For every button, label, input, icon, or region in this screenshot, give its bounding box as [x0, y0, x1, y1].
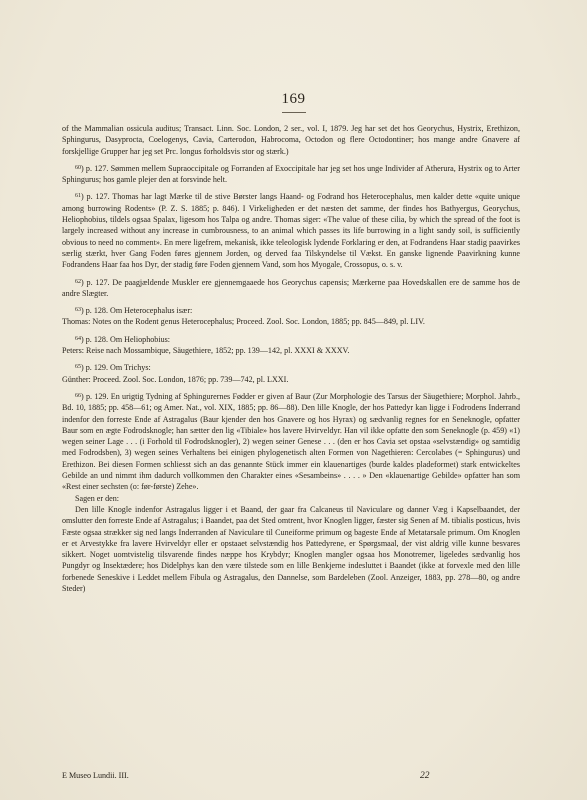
note-number: 63	[75, 307, 81, 314]
notes-body	[62, 123, 520, 594]
note-64: $^{64}$) p. 128. Om Heliophobius:	[75, 334, 171, 344]
page-number: 169	[281, 91, 306, 107]
note-number: 65	[75, 364, 81, 371]
header-rule	[282, 112, 306, 113]
note-66-lead: Sagen er den:	[75, 493, 120, 503]
note-60: $^{60}$) p. 127. Sømmen mellem Supraoccipitale og Forranden af Exoccipitale har jeg set hos unge Individer af Atherura, Hystrix og to Arter Sphingurus; hos gamle plejer den at forsvinde helt.	[62, 163, 520, 185]
note-number: 60	[75, 164, 81, 171]
signature-mark: E Museo Lundii. III.	[62, 771, 129, 780]
note-63: $^{63}$) p. 128. Om Heterocephalus især:	[75, 306, 193, 316]
note-number: 61	[75, 193, 81, 200]
note-65-reference: Günther: Proceed. Zool. Soc. London, 1876; pp. 739—742, pl. LXXI.	[62, 374, 289, 384]
note-62: $^{62}$) p. 127. De paagjældende Muskler ere gjennemgaaede hos Georychus capensis; Mærkerne paa Hovedskallen ere de samme hos de andre Slægter.	[62, 277, 520, 298]
note-65: $^{65}$) p. 129. Om Trichys:	[75, 363, 151, 373]
note-63-reference: Thomas: Notes on the Rodent genus Heterocephalus; Proceed. Zool. Soc. London, 1885; pp. 845—849, pl. LIV.	[62, 317, 425, 327]
note-number: 62	[75, 278, 81, 285]
note-number: 66	[75, 392, 81, 399]
note-continuation: of the Mammalian ossicula auditus; Transact. Linn. Soc. London, 2 ser., vol. I, 1879. Jeg har set det hos Georychus, Hystrix, Erethizon, Sphingurus, Dasyprocta, Coelogenys, Cavia, Carterodon, Habrocoma, Octodon og flere Octodontiner; hos mange andre Gnavere af forskjellige Grupper har jeg set Prc. longus forholdsvis stor og stærk.)	[62, 124, 520, 156]
note-number: 64	[75, 335, 81, 342]
note-61: $^{61}$) p. 127. Thomas har lagt Mærke til de stive Børster langs Haand- og Fodrand hos Heterocephalus, men kalder dette «quite unique among burrowing Rodents» (P. Z. S. 1885; p. 846). I Virkeligheden er det næsten det samme, der findes hos Bathyergus, Georychus, Heliophobius, tildels ogsaa Spalax, ligesom hos Talpa og andre. Thomas siger: «The value of these cilia, by which the spread of the foot is largely increased without any increase in cumbrousness, to an animal which passes its life burrowing in a light sandy soil, is sufficiently obvious to need no comment». En mere ligefrem, mekanisk, ikke teleologisk lydende Forklaring er den, at Fodrandens Haar stadig paavirkes særlig stærkt, hver Gang Foden føres gjennem Jorden, og derved faa Tilskyndelse til Vækst. En ganske lignende Paavirkning kunne Fodrandens Haar faa hos Dyr, der stadig føre Foden gjennem Vand, som hos Myogale, Crossopus, o. s. v.	[62, 192, 520, 270]
sheet-number: 22	[420, 771, 430, 781]
note-66: $^{66}$) p. 129. En urigtig Tydning af Sphingurernes Fødder er given af Baur (Zur Morphologie des Tarsus der Säugethiere; Morphol. Jahrb., Bd. 10, 1885; pp. 458—61; og Amer. Nat., vol. XIX, 1885; pp. 86—88). Den lille Knogle, der hos Pattedyr kan ligge i Fodrodens Inderrand indenfor den forreste Ende af Astragalus (Baur kjender den hos Gnavere og hos Hyrax) og sædvanlig regnes for en Seneknogle, opfatter Baur som en ægte Fodrodsknogle; han sætter den lig «Tibiale» hos lavere Hvirveldyr. Han vil ikke opfatte den som Seneknogle (p. 459) «1) wegen seiner Lage . . . (i Forhold til Fodrodsknogler), 2) wegen seiner Genese . . . (den er hos Cavia set opstaa «selvstændig» og samtidig med Fodrodsben), 3) wegen seines Verhaltens bei einigen phylogenetisch alten Formen von Nagethieren: Cercolabes (= Sphingurus) und Erethizon. Bei diesen Formen schliesst sich an das genannte Stück immer ein klauenartiges (burde kaldes pladeformet) stark entwickeltes Gebilde an und nimmt ihm dadurch vollkommen den Charakter eines «Sesambeins» . . . . » Den «klauenartige Gebilde» opfatter han som «Rest einer sechsten (o: før-første) Zehe».	[62, 391, 520, 492]
note-64-reference: Peters: Reise nach Mossambique, Säugethiere, 1852; pp. 139—142, pl. XXXI & XXXV.	[62, 346, 350, 356]
note-66-continuation: Den lille Knogle indenfor Astragalus ligger i et Baand, der gaar fra Calcaneus til Naviculare og danner Væg i Kapselbaandet, der omslutter den forreste Ende af Astragalus; i Baandet, paa det Sted omtrent, hvor Knoglen ligger, fæster sig Senen af M. tibialis posticus, hvis Fæste ogsaa strækker sig ned langs Inderranden af Naviculare til Cuneiforme primum og bageste Ende af Metatarsale primum. Om Knoglen er et Arvestykke fra lavere Hvirveldyr eller er opstaaet selvstændig hos Pattedyrene, er Spørgsmaal, der vist aldrig ville kunne besvares sikkert. Noget uomtvistelig tilsvarende findes næppe hos Krybdyr; Knoglen mangler ogsaa hos Monotremer, ligeledes sædvanlig hos Pungdyr og Insektædere; hos Didelphys kan den være tilstede som en lille Benkjerne indesluttet i Baandet (ikke at forvexle med den lille forbenede Seneskive i Leddet mellem Fibula og Astragalus, den Dannelse, som Bardeleben (Zool. Anzeiger, 1883, pp. 278—80, og andre Steder)	[62, 504, 520, 593]
